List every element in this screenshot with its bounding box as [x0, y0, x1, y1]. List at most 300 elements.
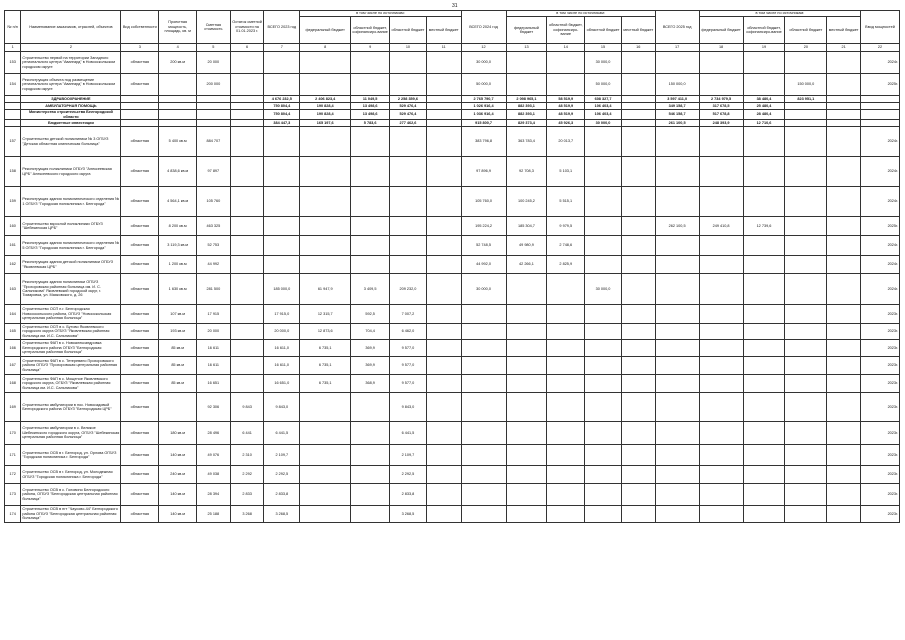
capacity: 140 кв.м — [159, 445, 197, 466]
estimated-cost: 52 753 — [197, 236, 231, 256]
ownership: областная — [121, 127, 159, 157]
amount-cell: 49 980,9 — [506, 236, 547, 256]
amount-cell — [827, 422, 861, 445]
amount-cell — [547, 357, 585, 375]
amount-cell — [300, 422, 351, 445]
amount-cell: 3 597 411,0 — [655, 96, 699, 103]
column-number: 19 — [743, 44, 785, 52]
amount-cell — [785, 340, 827, 357]
amount-cell: 369,9 — [351, 357, 390, 375]
amount-cell — [461, 466, 506, 484]
amount-cell — [426, 74, 461, 96]
estimated-cost: 44 992 — [197, 256, 231, 274]
commissioning-year: 2024г. — [861, 52, 900, 74]
amount-cell — [621, 120, 655, 127]
object-name: Реконструкция здания поликлинического отделения № 1 ОГБУЗ "Городская поликлиника г. Белгорода" — [21, 187, 121, 217]
object-name: Реконструкция здания поликлиники ОГБУЗ "Прохоровская районная больница им. И. С. Сальникова" Яковлевский городской округ, г. Томаровка, ул. Маяковского, д. 26 — [21, 274, 121, 305]
commissioning-year: 2024г. — [861, 187, 900, 217]
amount-cell — [547, 466, 585, 484]
amount-cell — [585, 305, 622, 324]
amount-cell — [655, 445, 699, 466]
table-row — [5, 256, 900, 274]
amount-cell: 165 197,6 — [300, 120, 351, 127]
ownership — [121, 96, 159, 103]
amount-cell: 882 393,1 — [506, 103, 547, 110]
amount-cell — [300, 256, 351, 274]
table-row — [5, 506, 900, 523]
amount-cell: 28 480,4 — [743, 110, 785, 120]
amount-cell — [655, 157, 699, 187]
amount-cell: 30 000,0 — [461, 52, 506, 74]
amount-cell: 369,9 — [351, 340, 390, 357]
remaining-cost — [230, 187, 264, 217]
amount-cell — [621, 52, 655, 74]
column-number: 2 — [21, 44, 121, 52]
amount-cell: 2 825,9 — [547, 256, 585, 274]
amount-cell: 44 992,0 — [461, 256, 506, 274]
amount-cell: 30 000,0 — [585, 52, 622, 74]
amount-cell: 106 403,4 — [585, 110, 622, 120]
remaining-cost: 2 310 — [230, 445, 264, 466]
amount-cell — [655, 274, 699, 305]
estimated-cost: 200 000 — [197, 74, 231, 96]
amount-cell — [506, 52, 547, 74]
column-number: 4 — [159, 44, 197, 52]
amount-cell: 882 393,1 — [506, 110, 547, 120]
amount-cell: 48 519,9 — [547, 110, 585, 120]
table-row — [5, 74, 900, 96]
header-sources-2024: в том числе по источникам: — [506, 11, 655, 17]
amount-cell — [426, 484, 461, 506]
amount-cell — [743, 274, 785, 305]
object-name: Строительство ОСП в с. Бутово Яковлевского городского округа ОГБУЗ "Яковлевская районная больница им. И.С. Сальникова" — [21, 324, 121, 340]
amount-cell — [655, 236, 699, 256]
amount-cell — [827, 52, 861, 74]
amount-cell: 12 873,6 — [300, 324, 351, 340]
amount-cell — [547, 422, 585, 445]
ownership: областная — [121, 422, 159, 445]
header-regional-cofin-2024: областной бюджет, софинансиро-вание — [547, 17, 585, 44]
amount-cell — [743, 393, 785, 422]
capacity — [159, 96, 197, 103]
amount-cell — [699, 484, 743, 506]
amount-cell — [827, 187, 861, 217]
capacity: 1 630 кв.м — [159, 274, 197, 305]
capacity: 85 кв.м — [159, 357, 197, 375]
amount-cell — [585, 445, 622, 466]
amount-cell — [785, 357, 827, 375]
amount-cell — [621, 466, 655, 484]
amount-cell: 12 710,6 — [743, 120, 785, 127]
amount-cell: 5 783,6 — [351, 120, 390, 127]
amount-cell — [426, 305, 461, 324]
amount-cell: 261 100,5 — [655, 120, 699, 127]
amount-cell: 12 739,6 — [743, 217, 785, 236]
column-number: 12 — [461, 44, 506, 52]
amount-cell: 150 000,0 — [785, 74, 827, 96]
amount-cell: 190 828,4 — [300, 110, 351, 120]
amount-cell: 2 292,5 — [264, 466, 300, 484]
section-row — [5, 120, 900, 127]
header-capacity: Проектная мощность, площадь, кв. м — [159, 11, 197, 44]
amount-cell — [300, 127, 351, 157]
amount-cell — [827, 74, 861, 96]
remaining-cost — [230, 103, 264, 110]
amount-cell — [827, 466, 861, 484]
amount-cell — [785, 305, 827, 324]
amount-cell: 13 498,6 — [351, 110, 390, 120]
amount-cell — [264, 157, 300, 187]
amount-cell — [585, 506, 622, 523]
amount-cell — [699, 357, 743, 375]
amount-cell — [621, 236, 655, 256]
amount-cell — [655, 127, 699, 157]
amount-cell: 209 232,0 — [390, 274, 427, 305]
amount-cell — [426, 103, 461, 110]
estimated-cost: 463 325 — [197, 217, 231, 236]
amount-cell: 823 951,1 — [785, 96, 827, 103]
amount-cell — [426, 52, 461, 74]
amount-cell — [785, 52, 827, 74]
amount-cell — [827, 236, 861, 256]
column-number: 1 — [5, 44, 21, 52]
estimated-cost: 17 915 — [197, 305, 231, 324]
amount-cell — [547, 74, 585, 96]
amount-cell — [426, 236, 461, 256]
amount-cell: 546 158,7 — [655, 110, 699, 120]
amount-cell — [827, 274, 861, 305]
amount-cell — [743, 157, 785, 187]
amount-cell — [827, 506, 861, 523]
amount-cell — [351, 256, 390, 274]
estimated-cost: 28 496 — [197, 422, 231, 445]
amount-cell — [827, 120, 861, 127]
amount-cell — [585, 375, 622, 393]
amount-cell — [621, 422, 655, 445]
object-name: Строительство взрослой поликлиники ОГБУЗ "Шебекинская ЦРБ" — [21, 217, 121, 236]
amount-cell — [426, 274, 461, 305]
header-remaining-cost: Остаток сметной стоимости на 01.01.2023 г. — [230, 11, 264, 44]
amount-cell — [351, 236, 390, 256]
amount-cell: 3 268,5 — [264, 506, 300, 523]
amount-cell: 12 315,7 — [300, 305, 351, 324]
amount-cell — [743, 375, 785, 393]
amount-cell — [461, 324, 506, 340]
row-number: 173 — [5, 484, 21, 506]
object-name: Строительство первой на территории Западного регионального центра "Авангард" в Новооскольском городском округе — [21, 52, 121, 74]
amount-cell — [506, 357, 547, 375]
page-number: 31 — [452, 3, 458, 9]
amount-cell: 262 100,5 — [655, 217, 699, 236]
column-number-row — [5, 44, 900, 52]
commissioning-year: 2023г. — [861, 422, 900, 445]
estimated-cost: 92 306 — [197, 393, 231, 422]
amount-cell — [506, 324, 547, 340]
object-name: Министерство строительства Белгородской области — [21, 110, 121, 120]
remaining-cost: 6 441 — [230, 422, 264, 445]
commissioning-year: 2024г. — [861, 157, 900, 187]
amount-cell — [621, 274, 655, 305]
amount-cell: 7 007,2 — [390, 305, 427, 324]
amount-cell — [785, 422, 827, 445]
amount-cell: 249 410,8 — [699, 217, 743, 236]
amount-cell — [264, 256, 300, 274]
amount-cell — [743, 187, 785, 217]
amount-cell — [426, 157, 461, 187]
row-number: 157 — [5, 127, 21, 157]
amount-cell: 2 109,7 — [264, 445, 300, 466]
amount-cell — [785, 103, 827, 110]
object-name: Строительство амбулатории в пос. Новосадовый Белгородского района ОГБУЗ "Белгородская ЦРБ" — [21, 393, 121, 422]
amount-cell — [585, 484, 622, 506]
amount-cell: 100 245,2 — [506, 187, 547, 217]
column-number: 7 — [264, 44, 300, 52]
amount-cell: 38 480,4 — [743, 96, 785, 103]
object-name: Реконструкция объекта под размещение регионального центра "Авангард" в Новооскольском городском округе — [21, 74, 121, 96]
commissioning-year: 2024г. — [861, 127, 900, 157]
commissioning-year: 2023г. — [861, 324, 900, 340]
amount-cell — [785, 324, 827, 340]
estimated-cost: 20 000 — [197, 324, 231, 340]
amount-cell — [426, 187, 461, 217]
amount-cell — [461, 357, 506, 375]
table-row — [5, 324, 900, 340]
section-row — [5, 96, 900, 103]
amount-cell — [426, 96, 461, 103]
amount-cell — [655, 324, 699, 340]
amount-cell — [547, 393, 585, 422]
header-total-2025: ВСЕГО 2025 год — [655, 11, 699, 44]
amount-cell — [743, 52, 785, 74]
commissioning-year: 2025г. — [861, 74, 900, 96]
amount-cell — [655, 484, 699, 506]
amount-cell: 529 476,4 — [390, 103, 427, 110]
ownership: областная — [121, 393, 159, 422]
amount-cell: 30 000,0 — [585, 274, 622, 305]
amount-cell: 61 947,9 — [300, 274, 351, 305]
amount-cell — [547, 324, 585, 340]
ownership: областная — [121, 484, 159, 506]
amount-cell — [785, 484, 827, 506]
capacity: 240 кв.м — [159, 466, 197, 484]
object-name: АМБУЛАТОРНАЯ ПОМОЩЬ — [21, 103, 121, 110]
amount-cell — [699, 236, 743, 256]
amount-cell — [585, 236, 622, 256]
column-number: 3 — [121, 44, 159, 52]
remaining-cost — [230, 96, 264, 103]
row-number: 153 — [5, 52, 21, 74]
amount-cell: 58 519,9 — [547, 96, 585, 103]
amount-cell — [585, 422, 622, 445]
amount-cell — [785, 466, 827, 484]
amount-cell — [506, 74, 547, 96]
table-row — [5, 157, 900, 187]
remaining-cost — [230, 357, 264, 375]
amount-cell: 13 498,6 — [351, 103, 390, 110]
amount-cell — [300, 187, 351, 217]
amount-cell — [461, 305, 506, 324]
amount-cell — [699, 375, 743, 393]
amount-cell — [547, 52, 585, 74]
row-number — [5, 110, 21, 120]
amount-cell — [621, 217, 655, 236]
capacity: 107 кв.м — [159, 305, 197, 324]
amount-cell — [621, 393, 655, 422]
amount-cell — [390, 52, 427, 74]
estimated-cost — [197, 103, 231, 110]
estimated-cost: 49 076 — [197, 445, 231, 466]
amount-cell: 16 611,0 — [264, 357, 300, 375]
amount-cell — [300, 52, 351, 74]
object-name: Строительство ОСВ в г. Белгород, ул. Молодежная ОГБУЗ "Городская поликлиника г. Белгорода" — [21, 466, 121, 484]
amount-cell — [461, 422, 506, 445]
header-regional-cofin-2023: областной бюджет, софинансиро-вание — [351, 17, 390, 44]
remaining-cost — [230, 340, 264, 357]
column-number: 22 — [861, 44, 900, 52]
header-regional-2024: областной бюджет — [585, 17, 622, 44]
amount-cell — [426, 324, 461, 340]
row-number: 159 — [5, 187, 21, 217]
amount-cell: 9 577,0 — [390, 375, 427, 393]
amount-cell: 30 000,0 — [585, 120, 622, 127]
amount-cell: 45 926,3 — [547, 120, 585, 127]
amount-cell — [300, 217, 351, 236]
commissioning-year — [861, 110, 900, 120]
amount-cell: 11 049,5 — [351, 96, 390, 103]
estimated-cost: 16 611 — [197, 340, 231, 357]
amount-cell — [506, 445, 547, 466]
table-row — [5, 375, 900, 393]
column-number: 16 — [621, 44, 655, 52]
column-number: 8 — [300, 44, 351, 52]
amount-cell — [655, 393, 699, 422]
ownership: областная — [121, 52, 159, 74]
amount-cell — [390, 187, 427, 217]
amount-cell — [827, 340, 861, 357]
amount-cell — [461, 445, 506, 466]
capacity: 4 564,1 кв.м — [159, 187, 197, 217]
amount-cell — [699, 305, 743, 324]
amount-cell — [743, 127, 785, 157]
amount-cell: 48 519,9 — [547, 103, 585, 110]
object-name: Строительство детской поликлиники № 3 ОГБУЗ "Детская областная клиническая больница" — [21, 127, 121, 157]
ownership: областная — [121, 357, 159, 375]
amount-cell: 2 258 359,6 — [390, 96, 427, 103]
object-name: Строительство ОСВ в с. Головино Белгородского района, ОГБУЗ "Белгородская центральная районная больница" — [21, 484, 121, 506]
amount-cell: 383 796,8 — [461, 127, 506, 157]
ownership: областная — [121, 274, 159, 305]
amount-cell: 6 735,1 — [300, 375, 351, 393]
amount-cell — [506, 422, 547, 445]
header-regional-2025: областной бюджет — [785, 17, 827, 44]
object-name: Строительство амбулатории в с. Великое Шебекинского городского округа, ОГБУЗ "Шебекинская центральная районная больница" — [21, 422, 121, 445]
amount-cell: 2 833,8 — [264, 484, 300, 506]
amount-cell: 349 158,7 — [655, 103, 699, 110]
capacity: 85 кв.м — [159, 340, 197, 357]
amount-cell — [785, 236, 827, 256]
amount-cell — [351, 506, 390, 523]
column-number: 13 — [506, 44, 547, 52]
header-total-2024: ВСЕГО 2024 год — [461, 11, 506, 44]
amount-cell — [621, 357, 655, 375]
amount-cell — [785, 127, 827, 157]
ownership: областная — [121, 74, 159, 96]
amount-cell — [506, 393, 547, 422]
amount-cell — [585, 256, 622, 274]
capacity — [159, 110, 197, 120]
amount-cell — [827, 445, 861, 466]
amount-cell — [351, 74, 390, 96]
amount-cell — [351, 445, 390, 466]
section-row — [5, 110, 900, 120]
amount-cell — [300, 157, 351, 187]
amount-cell — [300, 74, 351, 96]
capacity: 140 кв.м — [159, 506, 197, 523]
amount-cell — [585, 393, 622, 422]
amount-cell: 50 000,0 — [585, 74, 622, 96]
row-number — [5, 96, 21, 103]
amount-cell — [264, 187, 300, 217]
amount-cell — [621, 127, 655, 157]
amount-cell: 9 843,0 — [390, 393, 427, 422]
amount-cell — [351, 157, 390, 187]
amount-cell — [390, 74, 427, 96]
table-row — [5, 305, 900, 324]
commissioning-year: 2024г. — [861, 256, 900, 274]
amount-cell: 2 406 823,4 — [300, 96, 351, 103]
row-number: 158 — [5, 157, 21, 187]
header-regional-2023: областной бюджет — [390, 17, 427, 44]
ownership: областная — [121, 340, 159, 357]
ownership: областная — [121, 506, 159, 523]
header-sources-2023: в том числе по источникам: — [300, 11, 461, 17]
capacity — [159, 393, 197, 422]
amount-cell: 2 109,7 — [390, 445, 427, 466]
ownership: областная — [121, 375, 159, 393]
commissioning-year: 2023г. — [861, 484, 900, 506]
amount-cell — [461, 375, 506, 393]
object-name: Бюджетные инвестиции — [21, 120, 121, 127]
amount-cell — [426, 110, 461, 120]
amount-cell — [585, 357, 622, 375]
table-row — [5, 357, 900, 375]
amount-cell — [621, 96, 655, 103]
amount-cell: 9 577,0 — [390, 340, 427, 357]
amount-cell — [655, 422, 699, 445]
amount-cell — [506, 506, 547, 523]
amount-cell: 42 266,1 — [506, 256, 547, 274]
header-local-2025: местный бюджет — [827, 17, 861, 44]
amount-cell — [351, 393, 390, 422]
amount-cell — [426, 256, 461, 274]
row-number: 154 — [5, 74, 21, 96]
amount-cell — [827, 256, 861, 274]
header-federal-2023: федеральный бюджет — [300, 17, 351, 44]
amount-cell — [827, 393, 861, 422]
column-number: 14 — [547, 44, 585, 52]
row-number: 168 — [5, 375, 21, 393]
amount-cell — [621, 187, 655, 217]
amount-cell — [621, 103, 655, 110]
header-estimated-cost: Сметная стоимость — [197, 11, 231, 44]
amount-cell — [585, 217, 622, 236]
amount-cell — [743, 305, 785, 324]
amount-cell: 106 403,4 — [585, 103, 622, 110]
column-number: 20 — [785, 44, 827, 52]
table-row — [5, 445, 900, 466]
amount-cell: 2 748,6 — [547, 236, 585, 256]
remaining-cost — [230, 236, 264, 256]
